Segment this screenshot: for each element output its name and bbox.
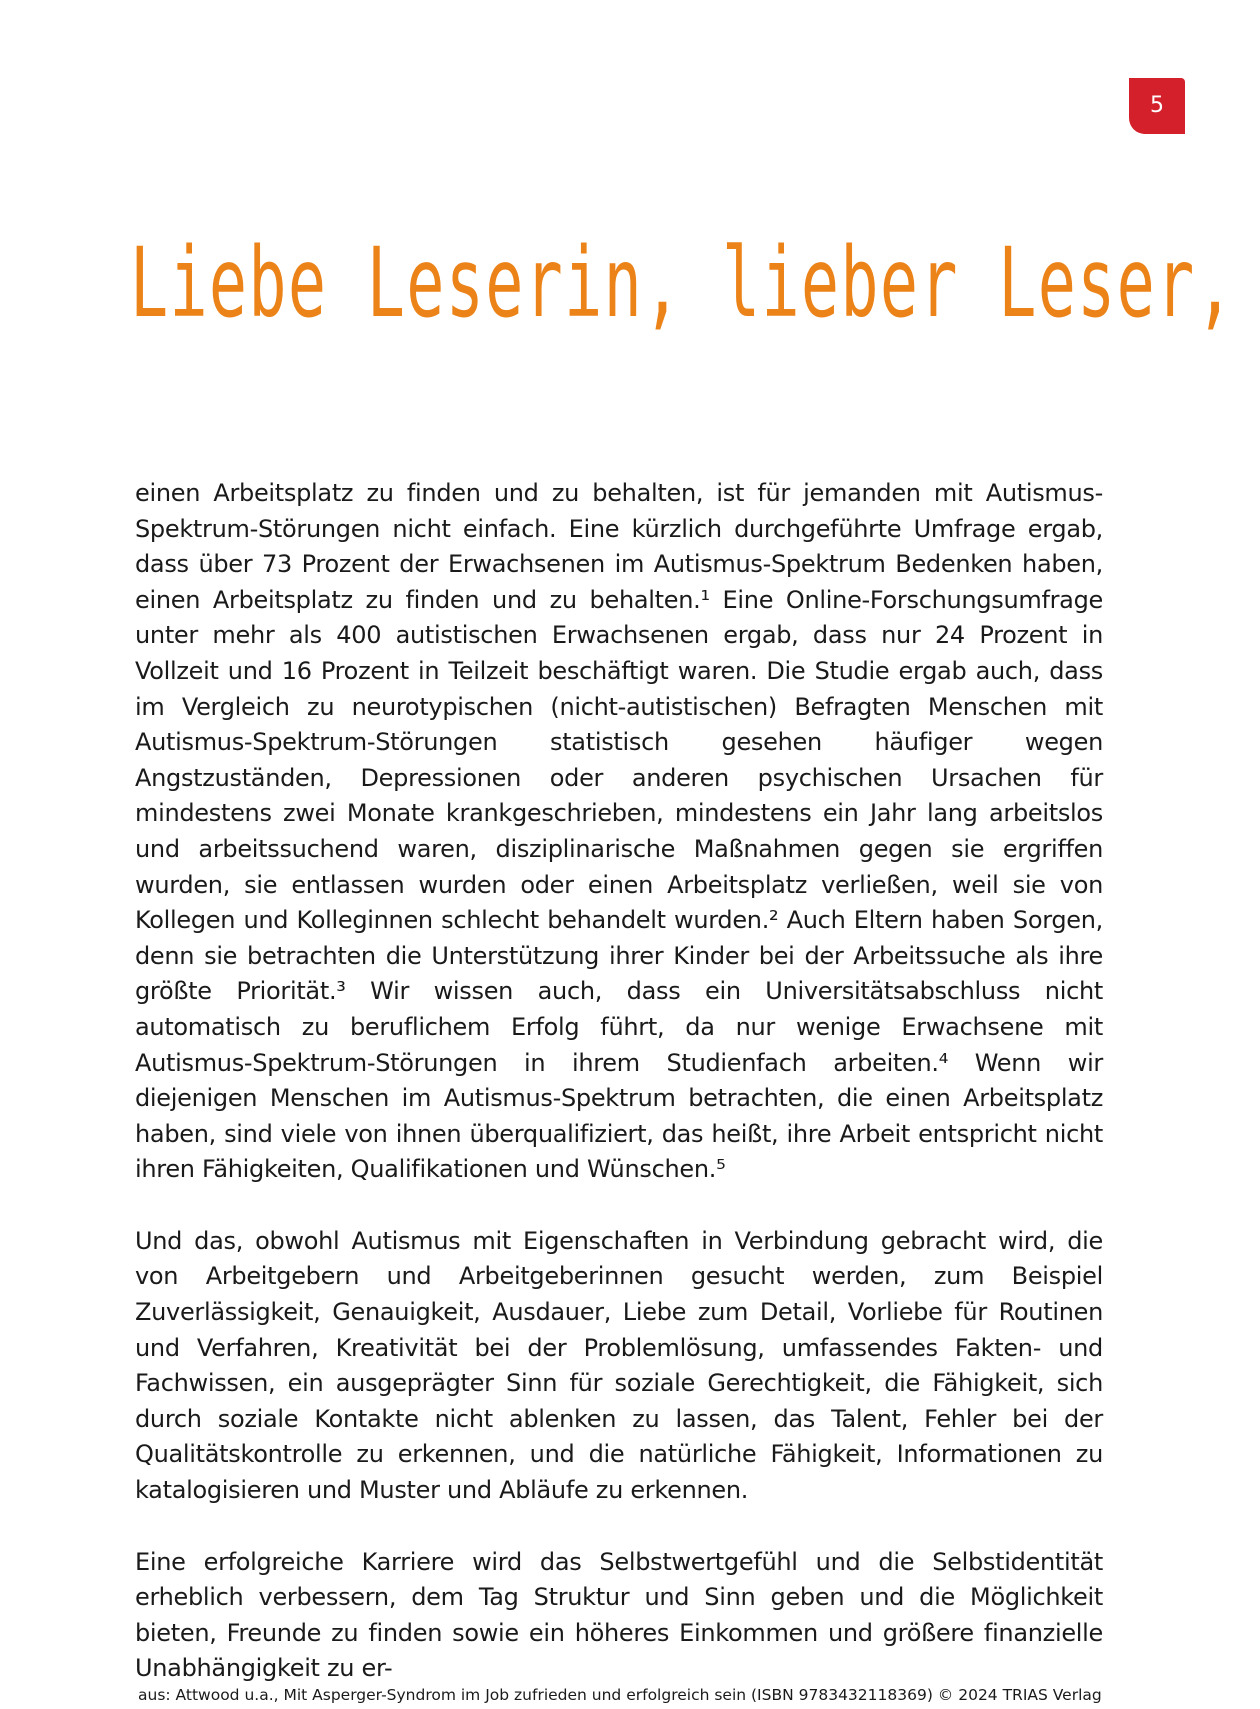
paragraph-3: Eine erfolgreiche Karriere wird das Selbstwertgefühl und die Selbstidentität erheblich verbessern, dem Tag Struktur und Sinn geben und die Möglichkeit bieten, Freunde zu finden sowie ein höheres Einkommen und größere finanzielle Unabhängigkeit zu er- <box>135 1547 1103 1683</box>
paragraph-2: Und das, obwohl Autismus mit Eigenschaften in Verbindung gebracht wird, die von Arbeitgebern und Arbeitgeberinnen gesucht werden, zum Beispiel Zuverlässigkeit, Genauigkeit, Ausdauer, Liebe zum Detail, Vorliebe für Routinen und Verfahren, Kreativität bei der Problemlösung, umfassendes Fakten- und Fachwissen, ein ausgeprägter Sinn für soziale Gerechtigkeit, die Fähigkeit, sich durch soziale Kontakte nicht ablenken zu lassen, das Talent, Fehler bei der Qualitätskontrolle zu erkennen, und die natürliche Fähigkeit, Informationen zu katalogisieren und Muster und Abläufe zu erkennen. <box>135 1226 1103 1505</box>
footer-credit: aus: Attwood u.a., Mit Asperger-Syndrom im Job zufrieden und erfolgreich sein (ISBN 9783432118369) © 2024 TRIAS Verlag <box>138 1686 1102 1704</box>
paragraph-1: einen Arbeitsplatz zu finden und zu behalten, ist für jemanden mit Autismus-Spektrum-Störungen nicht einfach. Eine kürzlich durchgeführte Umfrage ergab, dass über 73 Prozent der Erwachsenen im Autismus-Spektrum Bedenken haben, einen Arbeitsplatz zu finden und zu behalten.¹ Eine Online-Forschungsumfrage unter mehr als 400 autistischen Erwachsenen ergab, dass nur 24 Prozent in Vollzeit und 16 Prozent in Teilzeit beschäftigt waren. Die Studie ergab auch, dass im Vergleich zu neurotypischen (nicht-autistischen) Befragten Menschen mit Autismus-Spektrum-Störungen statistisch gesehen häufiger wegen Angstzuständen, Depressionen oder anderen psychischen Ursachen für mindestens zwei Monate krankgeschrieben, mindestens ein Jahr lang arbeitslos und arbeitssuchend waren, disziplinarische Maßnahmen gegen sie ergriffen wurden, sie entlassen wurden oder einen Arbeitsplatz verließen, weil sie von Kollegen und Kolleginnen schlecht behandelt wurden.² Auch Eltern haben Sorgen, denn sie betrachten die Unterstützung ihrer Kinder bei der Arbeitssuche als ihre größte Priorität.³ Wir wissen auch, dass ein Universitätsabschluss nicht automatisch zu beruflichem Erfolg führt, da nur wenige Erwachsene mit Autismus-Spektrum-Störungen in ihrem Studienfach arbeiten.⁴ Wenn wir diejenigen Menschen im Autismus-Spektrum betrachten, die einen Arbeitsplatz haben, sind viele von ihnen überqualifiziert, das heißt, ihre Arbeit entspricht nicht ihren Fähigkeiten, Qualifikationen und Wünschen.⁵ <box>135 479 1103 1184</box>
page-number-badge: 5 <box>1129 78 1185 134</box>
body-text <box>135 476 1103 1687</box>
page-title: Liebe Leserin, lieber Leser, <box>130 227 1236 339</box>
